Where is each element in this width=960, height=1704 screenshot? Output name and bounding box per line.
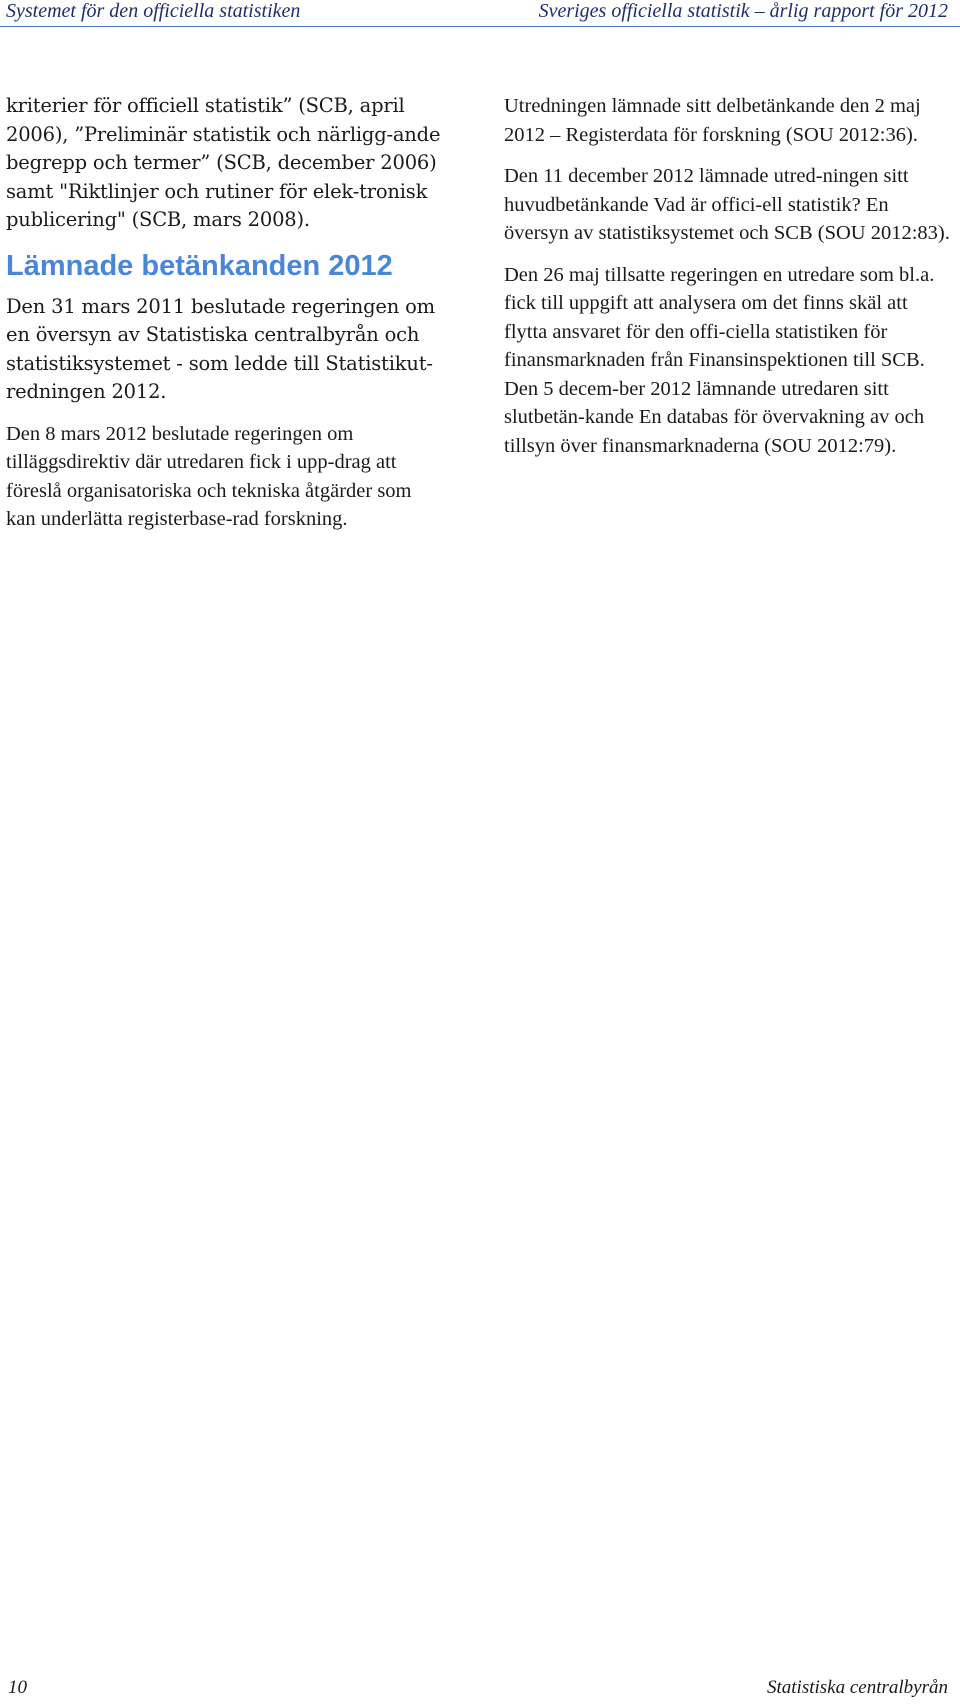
- page-number: 10: [8, 1677, 27, 1698]
- section-heading: Lämnade betänkanden 2012: [6, 249, 393, 282]
- paragraph-additional-directive: Den 8 mars 2012 beslutade regeringen om tilläggsdirektiv där utredaren fick i upp-drag att föreslå organisatoriska och tekniska åtgärder som kan underlätta registerbase-rad forskning.: [6, 422, 412, 530]
- running-header: [0, 0, 960, 27]
- paragraph-commission: Den 31 mars 2011 beslutade regeringen om en översyn av Statistiska centralbyrån och statistiksystemet - som ledde till Statistikut-redningen 2012.: [6, 294, 435, 403]
- right-column: [504, 92, 954, 473]
- intro-paragraph: kriterier för officiell statistik” (SCB, april 2006), ”Preliminär statistik och närligg-ande begrepp och termer” (SCB, december 2006) samt "Riktlinjer och rutiner för elek-tronisk publicering" (SCB, mars 2008).: [6, 94, 441, 231]
- footer-publisher: Statistiska centralbyrån: [766, 1677, 948, 1698]
- header-report-title: Sveriges officiella statistik – årlig rapport för 2012: [538, 0, 948, 22]
- header-section-title: Systemet för den officiella statistiken: [6, 0, 301, 22]
- paragraph-financial-statistics: Den 26 maj tillsatte regeringen en utredare som bl.a. fick till uppgift att analysera om det finns skäl att flytta ansvaret för den offi-ciella statistiken för finansmarknaden från Finansinspektionen till SCB. Den 5 decem-ber 2012 lämnande utredaren sitt slutbetän-kande En databas för övervakning av och tillsyn över finansmarknaderna (SOU 2012:79).: [504, 263, 935, 457]
- paragraph-main-report: Den 11 december 2012 lämnade utred-ningen sitt huvudbetänkande Vad är offici-ell statistik? En översyn av statistiksystemet och SCB (SOU 2012:83).: [504, 165, 950, 244]
- left-column: [6, 92, 446, 547]
- paragraph-interim-report: Utredningen lämnade sitt delbetänkande den 2 maj 2012 – Registerdata för forskning (SOU 2012:36).: [504, 95, 921, 146]
